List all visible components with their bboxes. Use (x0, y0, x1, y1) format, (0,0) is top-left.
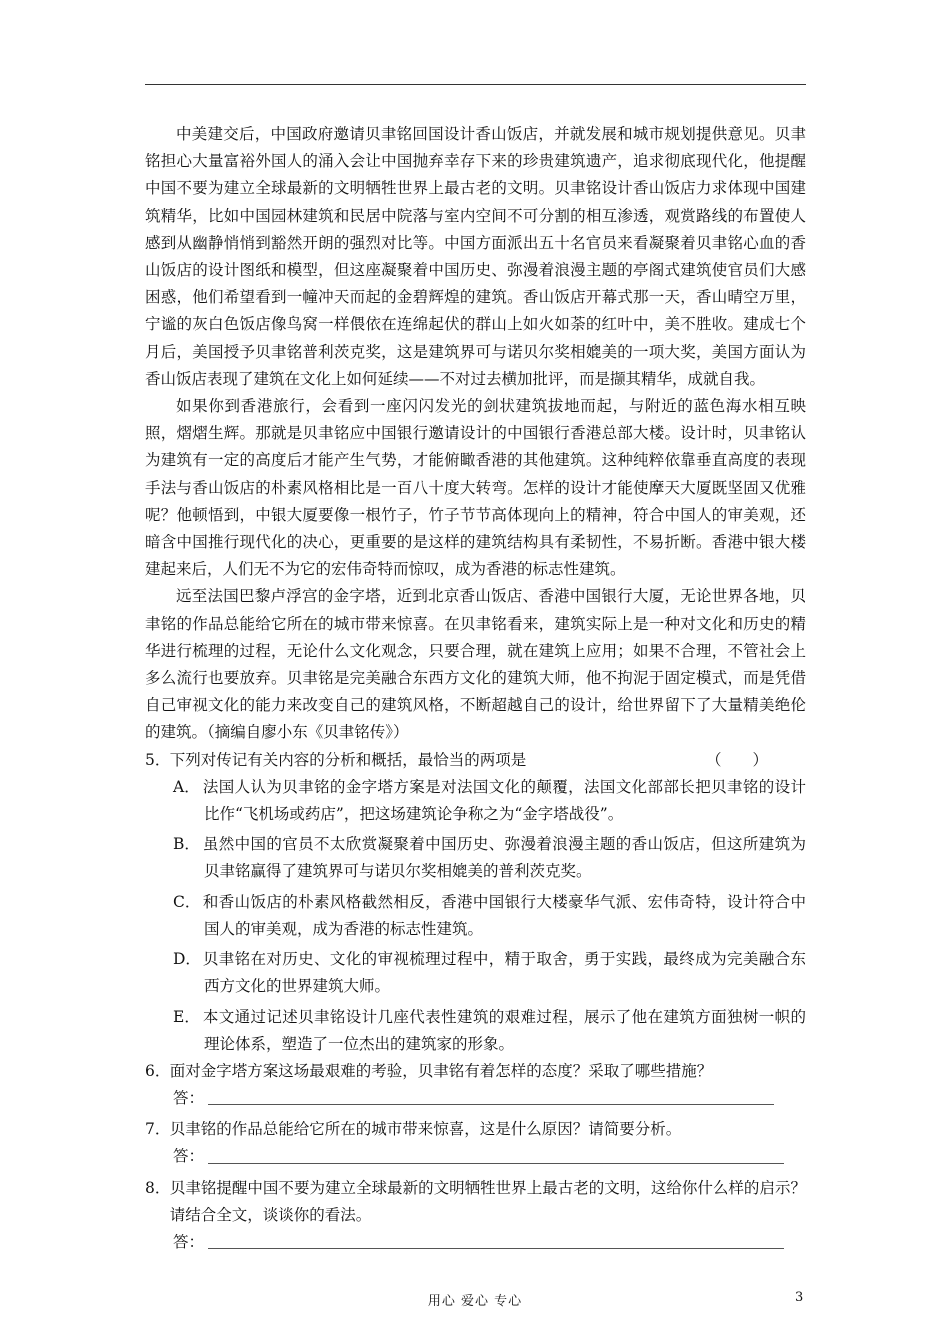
question-6-text: 面对金字塔方案这场最艰难的考验，贝聿铭有着怎样的态度？采取了哪些措施？ (169, 1061, 713, 1080)
question-6-stem (145, 1058, 806, 1085)
option-e (173, 1004, 806, 1058)
question-7-number: 7． (145, 1120, 171, 1139)
header-rule (145, 84, 806, 85)
question-6-number: 6． (145, 1061, 171, 1080)
option-a-text: 法国人认为贝聿铭的金字塔方案是对法国文化的颠覆，法国文化部部长把贝聿铭的设计比作“飞机场或药店”，把这场建筑论争称之为“金字塔战役”。 (202, 777, 806, 824)
answer-6-label: 答： (173, 1089, 205, 1108)
question-5-stem (145, 747, 806, 774)
answer-line-7[interactable] (173, 1144, 806, 1171)
paragraph-xiangshan: 中美建交后，中国政府邀请贝聿铭回国设计香山饭店，并就发展和城市规划提供意见。贝聿铭担心大量富裕外国人的涌入会让中国抛弃幸存下来的珍贵建筑遗产，追求彻底现代化，他提醒中国不要为建立全球最新的文明牺牲世界上最古老的文明。贝聿铭设计香山饭店力求体现中国建筑精华，比如中国园林建筑和民居中院落与室内空间不可分割的相互渗透，观赏路线的布置使人感到从幽静悄悄到豁然开朗的强烈对比等。中国方面派出五十名官员来看凝聚着贝聿铭心血的香山饭店的设计图纸和模型，但这座凝聚着中国历史、弥漫着浪漫主题的亭阁式建筑使官员们大感困惑，他们希望看到一幢冲天而起的金碧辉煌的建筑。香山饭店开幕式那一天，香山晴空万里，宁谧的灰白色饭店像鸟窝一样偎依在连绵起伏的群山上如火如荼的红叶中，美不胜收。建成七个月后，美国授予贝聿铭普利茨克奖，这是建筑界可与诺贝尔奖相媲美的一项大奖，美国方面认为香山饭店表现了建筑在文化上如何延续——不对过去横加批评，而是撷其精华，成就自我。 (145, 125, 806, 388)
option-d (173, 946, 806, 1000)
footer-motto: 用心 爱心 专心 (427, 1294, 523, 1309)
answer-8-label: 答： (173, 1233, 205, 1252)
source-citation: （摘编自廖小东《贝聿铭传》） (207, 723, 409, 742)
question-8-number: 8． (145, 1178, 171, 1197)
page-content (145, 121, 806, 1260)
page-number: 3 (795, 1290, 804, 1305)
paragraph-hongkong: 如果你到香港旅行，会看到一座闪闪发光的剑状建筑拔地而起，与附近的蓝色海水相互映照，熠熠生辉。那就是贝聿铭应中国银行邀请设计的中国银行香港总部大楼。设计时，贝聿铭认为建筑有一定的高度后才能产生气势，才能俯瞰香港的其他建筑。这种纯粹依靠垂直高度的表现手法与香山饭店的朴素风格相比是一百八十度大转弯。怎样的设计才能使摩天大厦既坚固又优雅呢？他顿悟到，中银大厦要像一根竹子，竹子节节高体现向上的精神，符合中国人的审美观，还暗含中国推行现代化的决心，更重要的是这样的建筑结构具有柔韧性，不易折断。香港中银大楼建起来后，人们无不为它的宏伟奇特而惊叹，成为香港的标志性建筑。 (145, 397, 806, 579)
question-5-options (145, 774, 806, 1058)
answer-bracket: （ ） (705, 750, 768, 769)
paragraph-summary-text: 远至法国巴黎卢浮宫的金字塔，近到北京香山饭店、香港中国银行大厦，无论世界各地，贝聿铭的作品总能给它所在的城市带来惊喜。在贝聿铭看来，建筑实际上是一种对文化和历史的精华进行梳理的过程，无论什么文化观念，只要合理，就在建筑上应用；如果不合理，不管社会上多么流行也要放弃。贝聿铭是完美融合东西方文化的建筑大师，他不拘泥于固定模式，而是凭借自己审视文化的能力来改变自己的建筑风格，不断超越自己的设计，给世界留下了大量精美绝伦的建筑。 (145, 587, 806, 742)
question-8 (145, 1175, 806, 1257)
option-e-label: E． (173, 1007, 200, 1026)
answer-7-underline (208, 1163, 784, 1164)
option-a (173, 774, 806, 828)
question-7-stem (145, 1116, 806, 1143)
question-7 (145, 1116, 806, 1170)
question-8-stem (145, 1175, 806, 1229)
question-5-text: 下列对传记有关内容的分析和概括，最恰当的两项是 (169, 750, 527, 769)
option-d-label: D． (173, 950, 201, 969)
option-b-label: B． (173, 835, 200, 854)
answer-line-8[interactable] (173, 1229, 806, 1256)
option-d-text: 贝聿铭在对历史、文化的审视梳理过程中，精于取舍，勇于实践，最终成为完美融合东西方文化的世界建筑大师。 (202, 950, 806, 996)
question-5 (145, 747, 806, 1058)
question-6 (145, 1058, 806, 1112)
answer-8-underline (208, 1248, 784, 1249)
paragraph-summary (145, 583, 806, 746)
option-a-label: A． (173, 777, 200, 796)
answer-6-underline (208, 1104, 774, 1105)
option-e-text: 本文通过记述贝聿铭设计几座代表性建筑的艰难过程，展示了他在建筑方面独树一帜的理论体系，塑造了一位杰出的建筑家的形象。 (202, 1007, 806, 1053)
answer-7-label: 答： (173, 1147, 205, 1166)
answer-line-6[interactable] (173, 1085, 806, 1112)
option-c-text: 和香山饭店的朴素风格截然相反，香港中国银行大楼豪华气派、宏伟奇特，设计符合中国人的审美观，成为香港的标志性建筑。 (202, 892, 806, 938)
option-b-text: 虽然中国的官员不太欣赏凝聚着中国历史、弥漫着浪漫主题的香山饭店，但这所建筑为贝聿铭赢得了建筑界可与诺贝尔奖相媲美的普利茨克奖。 (202, 835, 806, 881)
option-b (173, 831, 806, 885)
option-c-label: C． (173, 892, 201, 911)
option-c (173, 889, 806, 943)
question-8-text: 贝聿铭提醒中国不要为建立全球最新的文明牺牲世界上最古老的文明，这给你什么样的启示？请结合全文，谈谈你的看法。 (169, 1178, 806, 1224)
question-7-text: 贝聿铭的作品总能给它所在的城市带来惊喜，这是什么原因？请简要分析。 (169, 1120, 682, 1139)
question-5-number: 5． (145, 750, 171, 769)
